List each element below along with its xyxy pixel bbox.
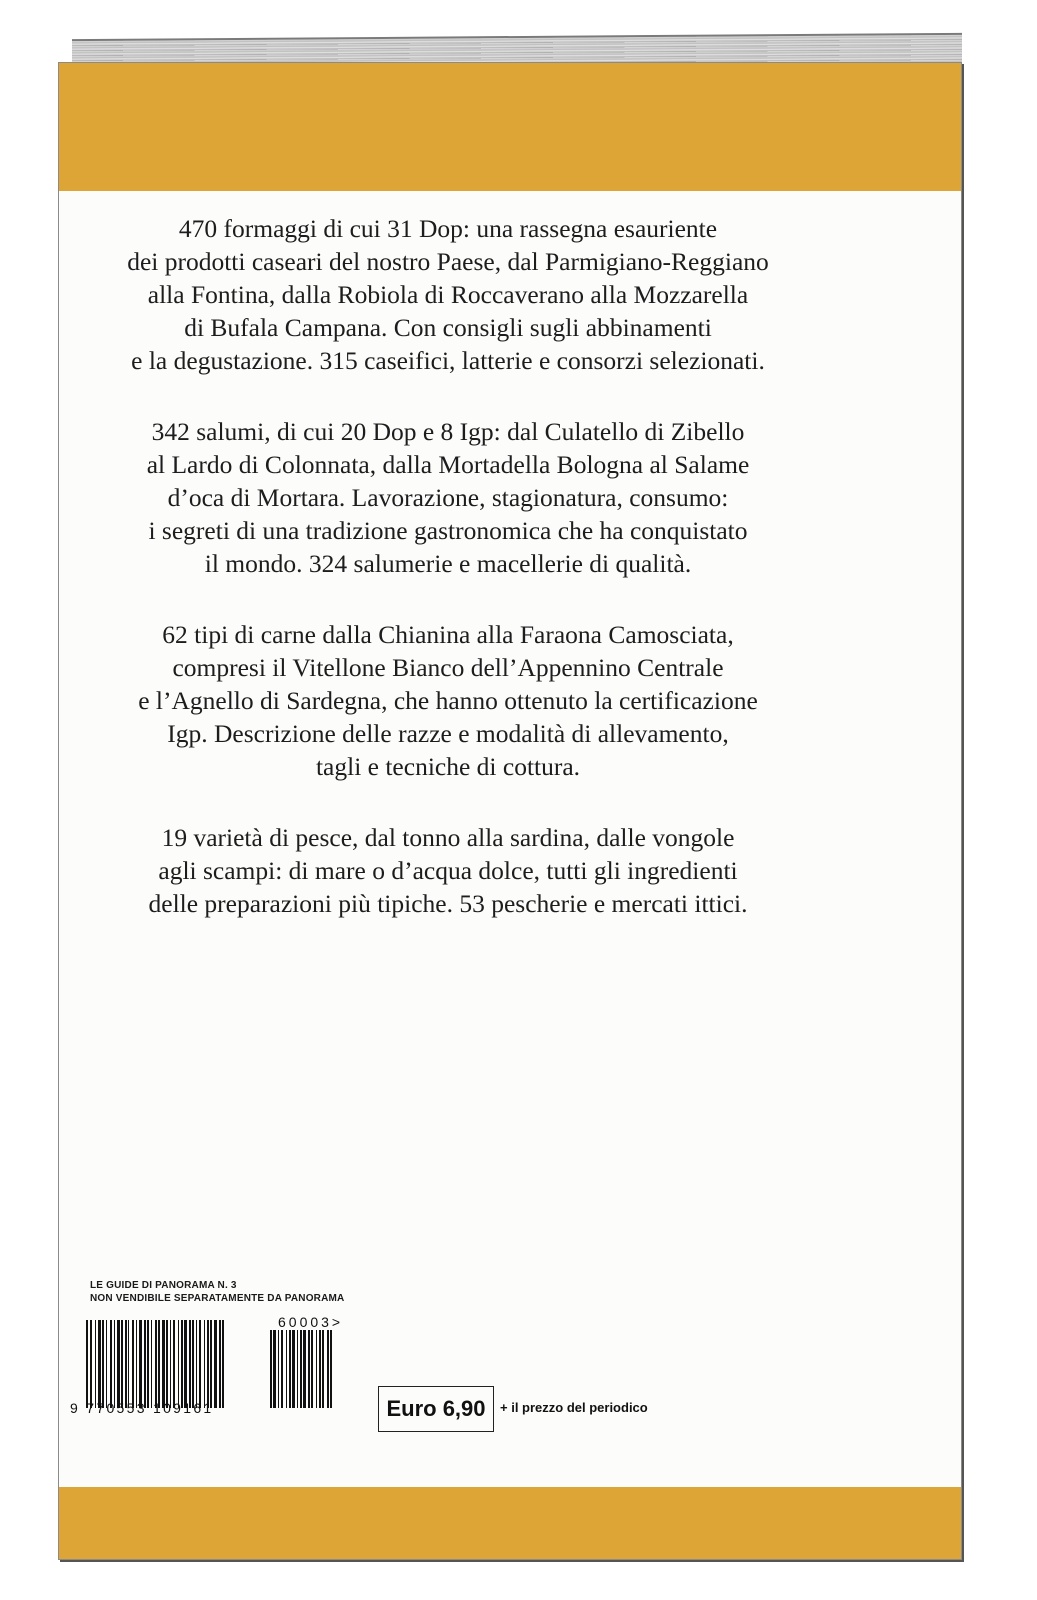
- ean-barcode: [86, 1320, 264, 1408]
- blurb-line: di Bufala Campana. Con consigli sugli abbinamenti: [184, 313, 712, 342]
- blurb-line: e la degustazione. 315 caseifici, latterie e consorzi selezionati.: [131, 346, 765, 375]
- price-suffix: + il prezzo del periodico: [500, 1400, 648, 1415]
- blurb-paragraph-meats: [88, 618, 808, 783]
- blurb-line: delle preparazioni più tipiche. 53 pescherie e mercati ittici.: [148, 889, 748, 918]
- top-color-band: [59, 63, 961, 191]
- sale-note: NON VENDIBILE SEPARATAMENTE DA PANORAMA: [90, 1293, 345, 1304]
- blurb-line: d’oca di Mortara. Lavorazione, stagionatura, consumo:: [167, 483, 729, 512]
- addon-barcode: [270, 1330, 356, 1408]
- bottom-color-band: [59, 1487, 961, 1559]
- blurb-line: tagli e tecniche di cottura.: [315, 752, 581, 781]
- price-box: Euro 6,90: [378, 1386, 494, 1432]
- blurb-line: compresi il Vitellone Bianco dell’Appennino Centrale: [172, 653, 724, 682]
- blurb-line: il mondo. 324 salumerie e macellerie di qualità.: [204, 549, 692, 578]
- series-label: LE GUIDE DI PANORAMA N. 3: [90, 1280, 237, 1291]
- back-cover-blurb: [88, 212, 808, 958]
- blurb-line: alla Fontina, dalla Robiola di Roccaverano alla Mozzarella: [147, 280, 749, 309]
- blurb-line: i segreti di una tradizione gastronomica che ha conquistato: [148, 516, 748, 545]
- blurb-paragraph-fish: [88, 821, 808, 920]
- blurb-paragraph-cheeses: [88, 212, 808, 377]
- blurb-line: e l’Agnello di Sardegna, che hanno ottenuto la certificazione: [138, 686, 758, 715]
- barcode-bar: [224, 1320, 226, 1408]
- blurb-line: dei prodotti caseari del nostro Paese, dal Parmigiano-Reggiano: [127, 247, 769, 276]
- barcode-number: 9 770553 109161: [70, 1400, 214, 1416]
- blurb-line: agli scampi: di mare o d’acqua dolce, tutti gli ingredienti: [158, 856, 738, 885]
- blurb-paragraph-cured-meats: [88, 415, 808, 580]
- blurb-line: 342 salumi, di cui 20 Dop e 8 Igp: dal Culatello di Zibello: [151, 417, 745, 446]
- blurb-line: 19 varietà di pesce, dal tonno alla sardina, dalle vongole: [161, 823, 735, 852]
- blurb-line: 62 tipi di carne dalla Chianina alla Faraona Camosciata,: [162, 620, 734, 649]
- blurb-line: al Lardo di Colonnata, dalla Mortadella Bologna al Salame: [146, 450, 750, 479]
- barcode-bar: [332, 1330, 334, 1408]
- blurb-line: 470 formaggi di cui 31 Dop: una rassegna esauriente: [178, 214, 718, 243]
- blurb-line: Igp. Descrizione delle razze e modalità di allevamento,: [167, 719, 729, 748]
- barcode-addon-number: 60003>: [278, 1314, 344, 1330]
